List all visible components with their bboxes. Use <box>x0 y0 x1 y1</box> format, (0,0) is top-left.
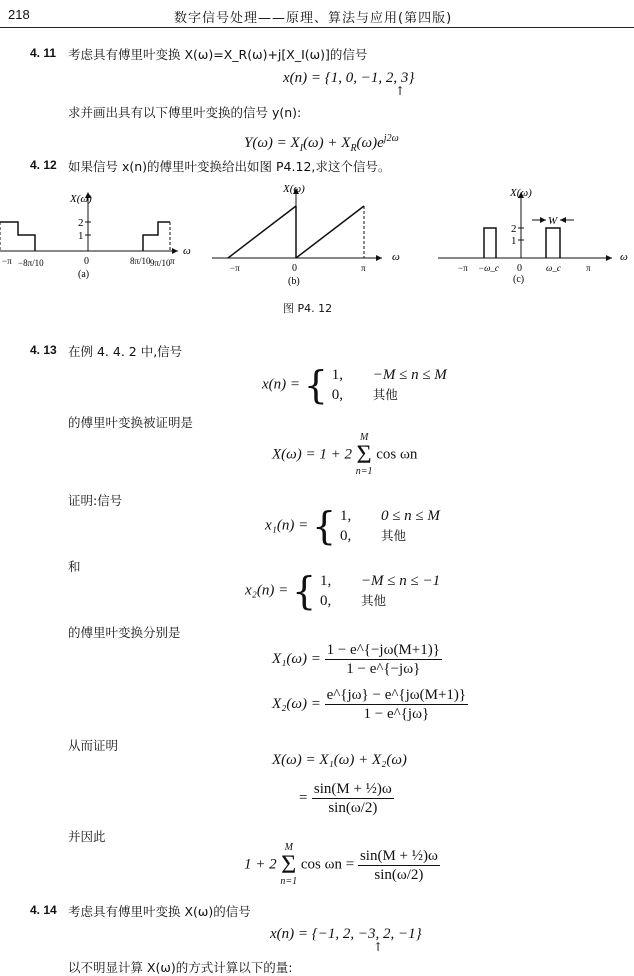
eq-x-4-11: x(n) = {1, 0, −1, 2, 3} <box>283 70 415 86</box>
fig-b-sub: (b) <box>288 276 300 287</box>
eq-y-4-11: $Y(\omega) = X_I(\omega) + X_R(\omega)e^{j2\omega}$ <box>244 133 399 154</box>
running-title: 数字信号处理——原理、算法与应用(第四版) <box>174 11 453 26</box>
figure-b <box>212 183 400 287</box>
eq-x-4-14: x(n) = {−1, 2, −3, 2, −1} <box>270 926 422 942</box>
problem-4-11-number: 4. 11 <box>30 46 57 60</box>
fig-c-xtick-0: 0 <box>517 263 522 274</box>
fig-a-xtick-neg-8pi: −8π/10 <box>18 258 44 268</box>
fig-c-xtick-pi: π <box>586 263 591 273</box>
eq-x-lhs: x(n) = <box>262 376 301 393</box>
text-fourier-respectively: 的傅里叶变换分别是 <box>68 625 181 640</box>
eq-x2-cases: x₂(n) = { 1, 0, −M ≤ n ≤ −1 其他 <box>245 569 441 613</box>
figure-c <box>438 187 628 285</box>
fig-c-sub: (c) <box>513 274 525 285</box>
text-prove-signal: 证明:信号 <box>68 493 123 508</box>
problem-4-12-text: 如果信号 x(n)的傅里叶变换给出如图 P4.12,求这个信号。 <box>68 159 391 174</box>
fig-a-xtick-pi: π <box>170 256 175 266</box>
origin-arrow-4-11: ↑ <box>395 84 406 98</box>
fig-a-ylabel: X(ω) <box>70 193 92 205</box>
problem-4-11-text: 考虑具有傅里叶变换 X(ω)=X_R(ω)+j[X_I(ω)]的信号 <box>68 47 368 62</box>
text-and: 和 <box>68 559 81 574</box>
fig-a-xtick-8pi: 8π/10 <box>130 256 151 266</box>
text-therefore: 并因此 <box>68 829 106 844</box>
text-fourier-proven: 的傅里叶变换被证明是 <box>68 415 194 430</box>
problem-4-11-text2: 求并画出具有以下傅里叶变换的信号 y(n): <box>68 105 302 120</box>
fig-a-tick-1: 1 <box>78 230 84 242</box>
fig-b-xtick-0: 0 <box>292 263 297 274</box>
fig-c-xtick-neg-wc: −ω_c <box>478 263 499 273</box>
eq-proof-2: = $\frac{\text{sin(M + ½)ω}}{\sin(\omega/2)}$ <box>298 781 392 816</box>
fig-c-xtick-wc: ω_c <box>546 263 561 273</box>
eq-proof-1: X(ω) = X₁(ω) + X₂(ω) <box>272 752 407 768</box>
eq-x-cases: x(n) = { 1, 0, −M ≤ n ≤ M 其他 <box>262 363 447 407</box>
problem-4-12-number: 4. 12 <box>30 158 57 172</box>
fig-c-width-label: W <box>548 215 558 227</box>
problem-4-14-text: 考虑具有傅里叶变换 X(ω)的信号 <box>68 904 251 919</box>
fig-c-xlabel: ω <box>620 251 628 263</box>
problem-4-14-number: 4. 14 <box>30 903 57 917</box>
eq-final: 1 + 2 M Σ n=1 cos ωn = $\frac{\text{sin(M + ½)ω}}{\sin(\omega/2)}$ <box>244 842 438 887</box>
fig-b-xlabel: ω <box>392 251 400 263</box>
fig-b-ylabel: X(ω) <box>283 183 305 195</box>
fig-a-xlabel: ω <box>183 245 191 257</box>
problem-4-14-text2: 以不明显计算 X(ω)的方式计算以下的量: <box>68 960 293 975</box>
eq-X2: X₂(ω) = $\frac{e\^{}\{j\omega\} - e\^{}\{j\omega(M+1)\}}{1 - e\^{}\{j\omega\}}$ <box>272 687 467 722</box>
fig-c-xtick-neg-pi: −π <box>458 263 468 273</box>
fig-c-tick-1: 1 <box>511 235 517 247</box>
figure-a <box>0 192 191 280</box>
header-rule <box>0 27 634 28</box>
fig-a-xtick-9pi: 9π/10 <box>150 258 171 268</box>
fig-a-sub: (a) <box>78 269 90 280</box>
eq-X1: X₁(ω) = $\frac{1 - e\^{}\{-j\omega(M+1)\}}{1 - e\^{}\{-j\omega\}}$ <box>272 642 440 677</box>
page-number: 218 <box>8 7 30 22</box>
origin-arrow-4-14: ↑ <box>373 940 384 954</box>
fig-b-xtick-neg-pi: −π <box>230 263 240 273</box>
text-thus-prove: 从而证明 <box>68 738 119 753</box>
fig-b-xtick-pi: π <box>361 263 366 273</box>
fig-c-ylabel: X(ω) <box>510 187 532 199</box>
eq-x1-cases: x₁(n) = { 1, 0, 0 ≤ n ≤ M 其他 <box>265 504 440 548</box>
problem-4-13-text: 在例 4. 4. 2 中,信号 <box>68 344 183 359</box>
fig-a-xtick-neg-pi: −π <box>2 256 12 266</box>
figure-caption: 图 P4. 12 <box>283 302 333 315</box>
fig-a-xtick-0: 0 <box>84 256 89 267</box>
figure-p4-12 <box>0 180 634 290</box>
problem-4-13-number: 4. 13 <box>30 343 57 357</box>
fig-c-tick-2: 2 <box>511 223 517 235</box>
fig-a-tick-2: 2 <box>78 217 84 229</box>
eq-X-sum: X(ω) = 1 + 2 M Σ n=1 cos ωn <box>272 432 418 477</box>
